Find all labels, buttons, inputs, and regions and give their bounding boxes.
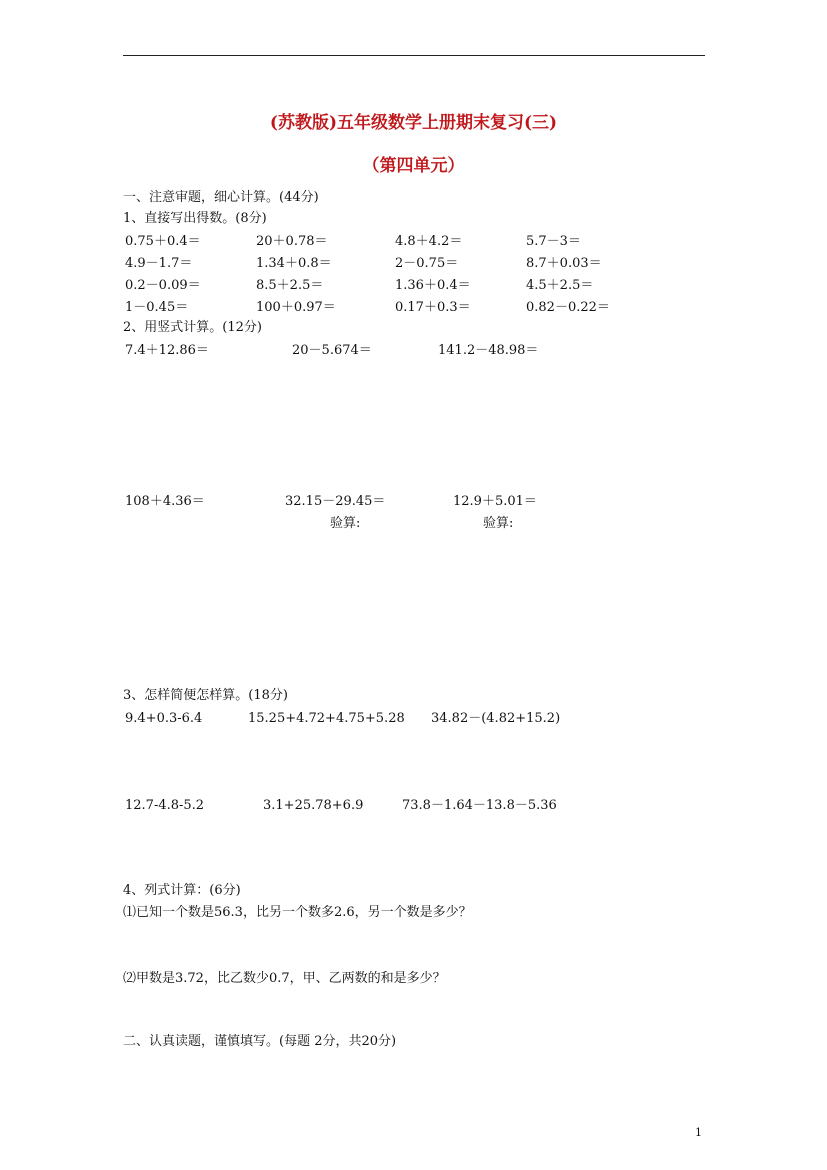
q1-item: 1.36＋0.4＝ <box>395 278 471 293</box>
worksheet-title: (苏教版)五年级数学上册期末复习(三) <box>269 113 558 133</box>
q3-item: 73.8－1.64－13.8－5.36 <box>402 798 557 813</box>
header-rule <box>123 55 705 56</box>
q2-item: 32.15－29.45＝ <box>285 494 386 509</box>
check-label: 验算: <box>330 516 361 531</box>
q2-heading: 2、用竖式计算。(12分) <box>123 320 262 335</box>
q4-item: ⑵甲数是3.72，比乙数少0.7，甲、乙两数的和是多少？ <box>123 971 446 986</box>
q1-item: 0.17＋0.3＝ <box>395 300 471 315</box>
q3-item: 15.25+4.72+4.75+5.28 <box>248 711 405 726</box>
q1-item: 1－0.45＝ <box>125 300 189 315</box>
q3-item: 12.7-4.8-5.2 <box>125 798 205 813</box>
part1-heading: 一、注意审题，细心计算。(44分) <box>123 190 319 205</box>
q1-item: 100＋0.97＝ <box>256 300 336 315</box>
check-label: 验算: <box>483 516 514 531</box>
q1-item: 0.2－0.09＝ <box>125 278 201 293</box>
q3-item: 3.1+25.78+6.9 <box>263 798 364 813</box>
q1-item: 20＋0.78＝ <box>256 234 328 249</box>
q2-item: 12.9＋5.01＝ <box>453 494 537 509</box>
q2-item: 20－5.674＝ <box>292 343 372 358</box>
q1-heading: 1、直接写出得数。(8分) <box>123 211 267 226</box>
q1-item: 8.5＋2.5＝ <box>256 278 324 293</box>
q1-item: 4.5＋2.5＝ <box>526 278 594 293</box>
q3-item: 34.82－(4.82+15.2) <box>431 711 561 726</box>
q2-item: 7.4＋12.86＝ <box>125 343 209 358</box>
worksheet-subtitle: （第四单元） <box>362 156 465 176</box>
q1-item: 1.34＋0.8＝ <box>256 256 332 271</box>
q1-item: 0.75＋0.4＝ <box>125 234 201 249</box>
q1-item: 0.82－0.22＝ <box>526 300 610 315</box>
q2-item: 141.2－48.98＝ <box>438 343 539 358</box>
q1-item: 8.7＋0.03＝ <box>526 256 602 271</box>
q3-heading: 3、怎样简便怎样算。(18分) <box>123 688 288 703</box>
page-number: 1 <box>695 1126 702 1139</box>
q3-item: 9.4+0.3-6.4 <box>125 711 203 726</box>
q4-item: ⑴已知一个数是56.3，比另一个数多2.6，另一个数是多少？ <box>123 905 472 920</box>
part2-heading: 二、认真读题，谨慎填写。(每题 2分，共20分) <box>123 1034 397 1049</box>
q1-item: 5.7－3＝ <box>526 234 581 249</box>
q1-item: 4.9－1.7＝ <box>125 256 193 271</box>
q1-item: 4.8＋4.2＝ <box>395 234 463 249</box>
q2-item: 108＋4.36＝ <box>125 494 205 509</box>
q1-item: 2－0.75＝ <box>395 256 459 271</box>
q4-heading: 4、列式计算：(6分) <box>123 883 241 898</box>
